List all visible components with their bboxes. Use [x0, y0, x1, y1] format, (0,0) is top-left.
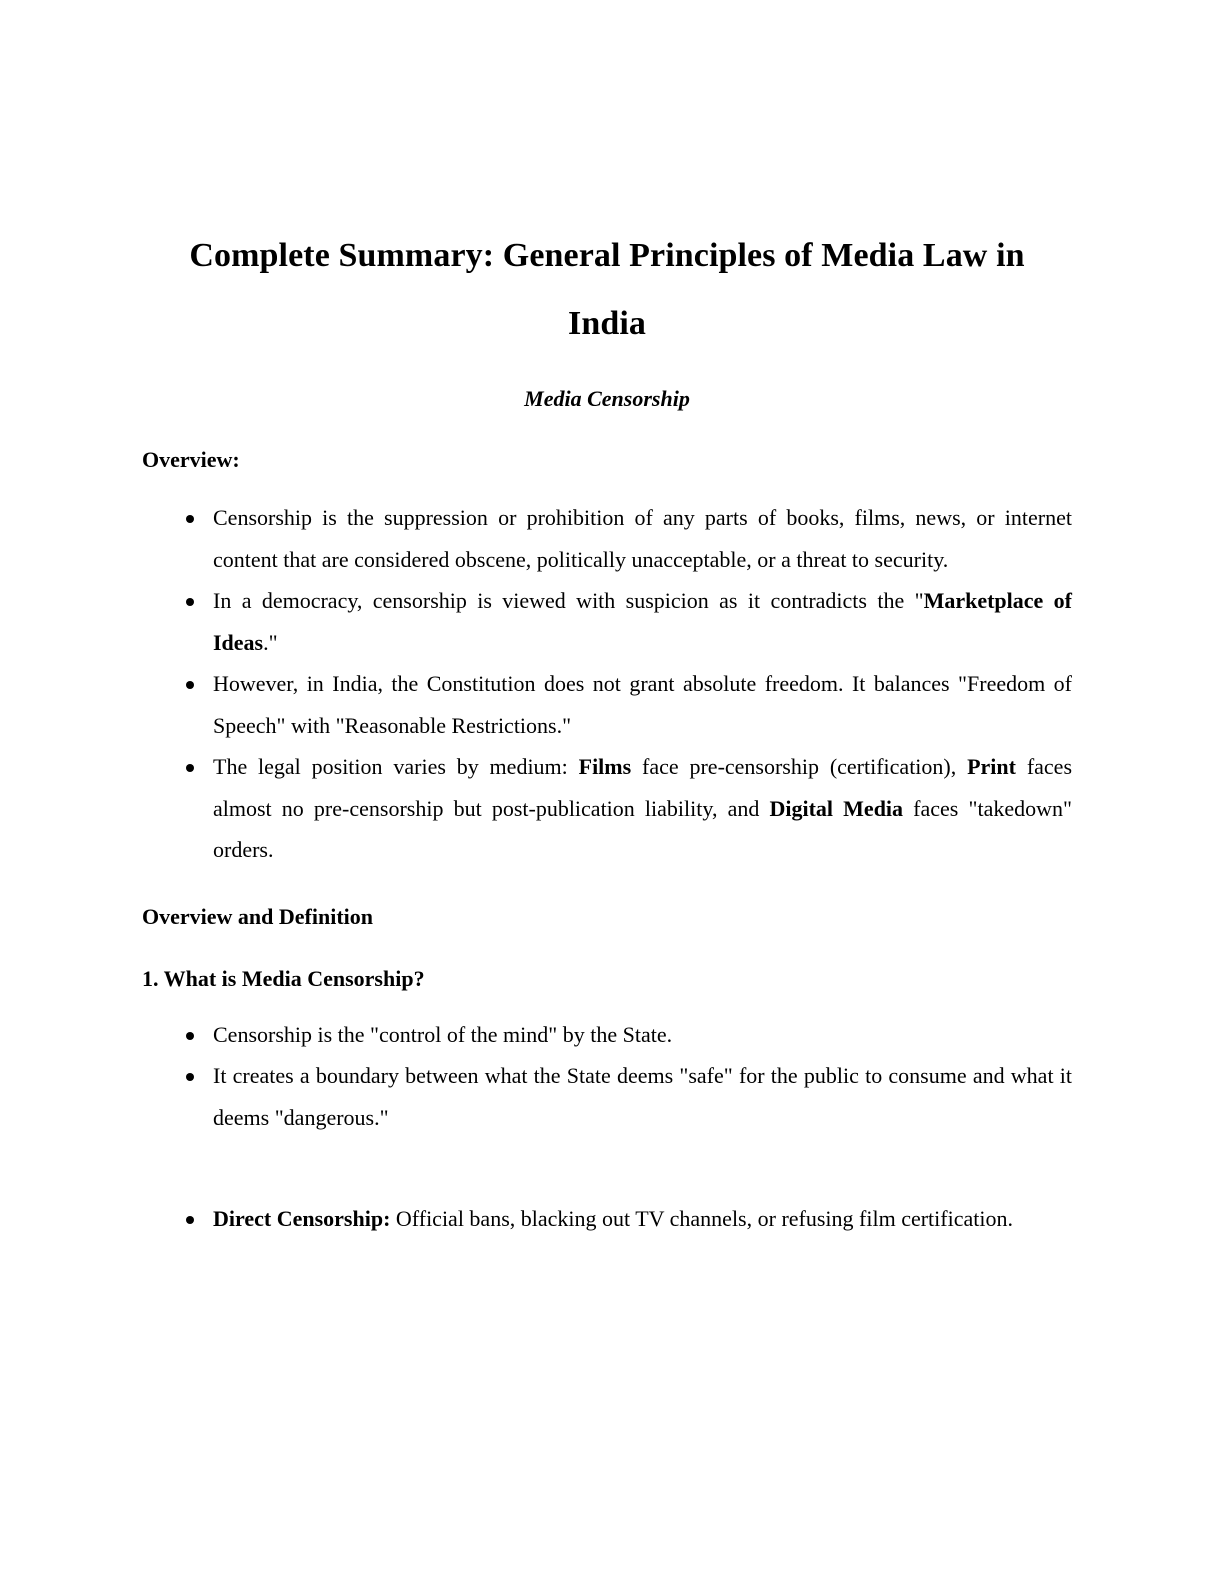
body-text: ." [263, 629, 278, 655]
body-text: faces "takedown" orders. [213, 795, 1072, 862]
body-text: Censorship is the "control of the mind" by the State. [213, 1021, 673, 1047]
document-subtitle: Media Censorship [524, 386, 690, 411]
overview-bullet-list [142, 497, 1072, 871]
body-text: The legal position varies by medium: [213, 754, 579, 779]
body-text: Censorship is the suppression or prohibition of any parts of books, films, news, or internet content that are considered obscene, politically unacceptable, or a threat to security. [213, 505, 1072, 572]
list-item [142, 580, 1072, 663]
definition-bullet-list [142, 1014, 1072, 1139]
body-text: However, in India, the Constitution does not grant absolute freedom. It balances "Freedom of Speech" with "Reasonable Restrictions." [213, 671, 1072, 738]
page-title: Complete Summary: General Principles of Media Law in India [189, 237, 1025, 342]
body-text: In a democracy, censorship is viewed with suspicion as it contradicts the " [213, 588, 924, 613]
body-text: Official bans, blacking out TV channels, or refusing film certification. [390, 1206, 1013, 1231]
document-body [142, 222, 1072, 1240]
list-item [142, 663, 1072, 746]
body-text: face pre-censorship (certification), [631, 754, 968, 779]
heading-what-is-media-censorship: 1. What is Media Censorship? [142, 965, 425, 991]
direct-censorship-bullet-list [142, 1198, 1072, 1240]
list-item [142, 497, 1072, 580]
heading-overview: Overview: [142, 447, 240, 472]
emphasis-text: Films [578, 754, 632, 779]
emphasis-text: Direct Censorship: [213, 1206, 391, 1231]
body-text: faces almost no pre-censorship but post-publication liability, and [213, 754, 1073, 821]
body-text: It creates a boundary between what the State deems "safe" for the public to consume and what it deems "dangerous." [213, 1063, 1072, 1130]
list-item [142, 1014, 1072, 1056]
heading-overview-and-definition: Overview and Definition [142, 903, 373, 929]
list-item [142, 746, 1072, 871]
emphasis-text: Digital Media [769, 795, 904, 821]
list-item [142, 1055, 1072, 1138]
list-item [142, 1198, 1072, 1240]
emphasis-text: Marketplace of Ideas [213, 588, 1072, 655]
emphasis-text: Print [967, 754, 1016, 779]
